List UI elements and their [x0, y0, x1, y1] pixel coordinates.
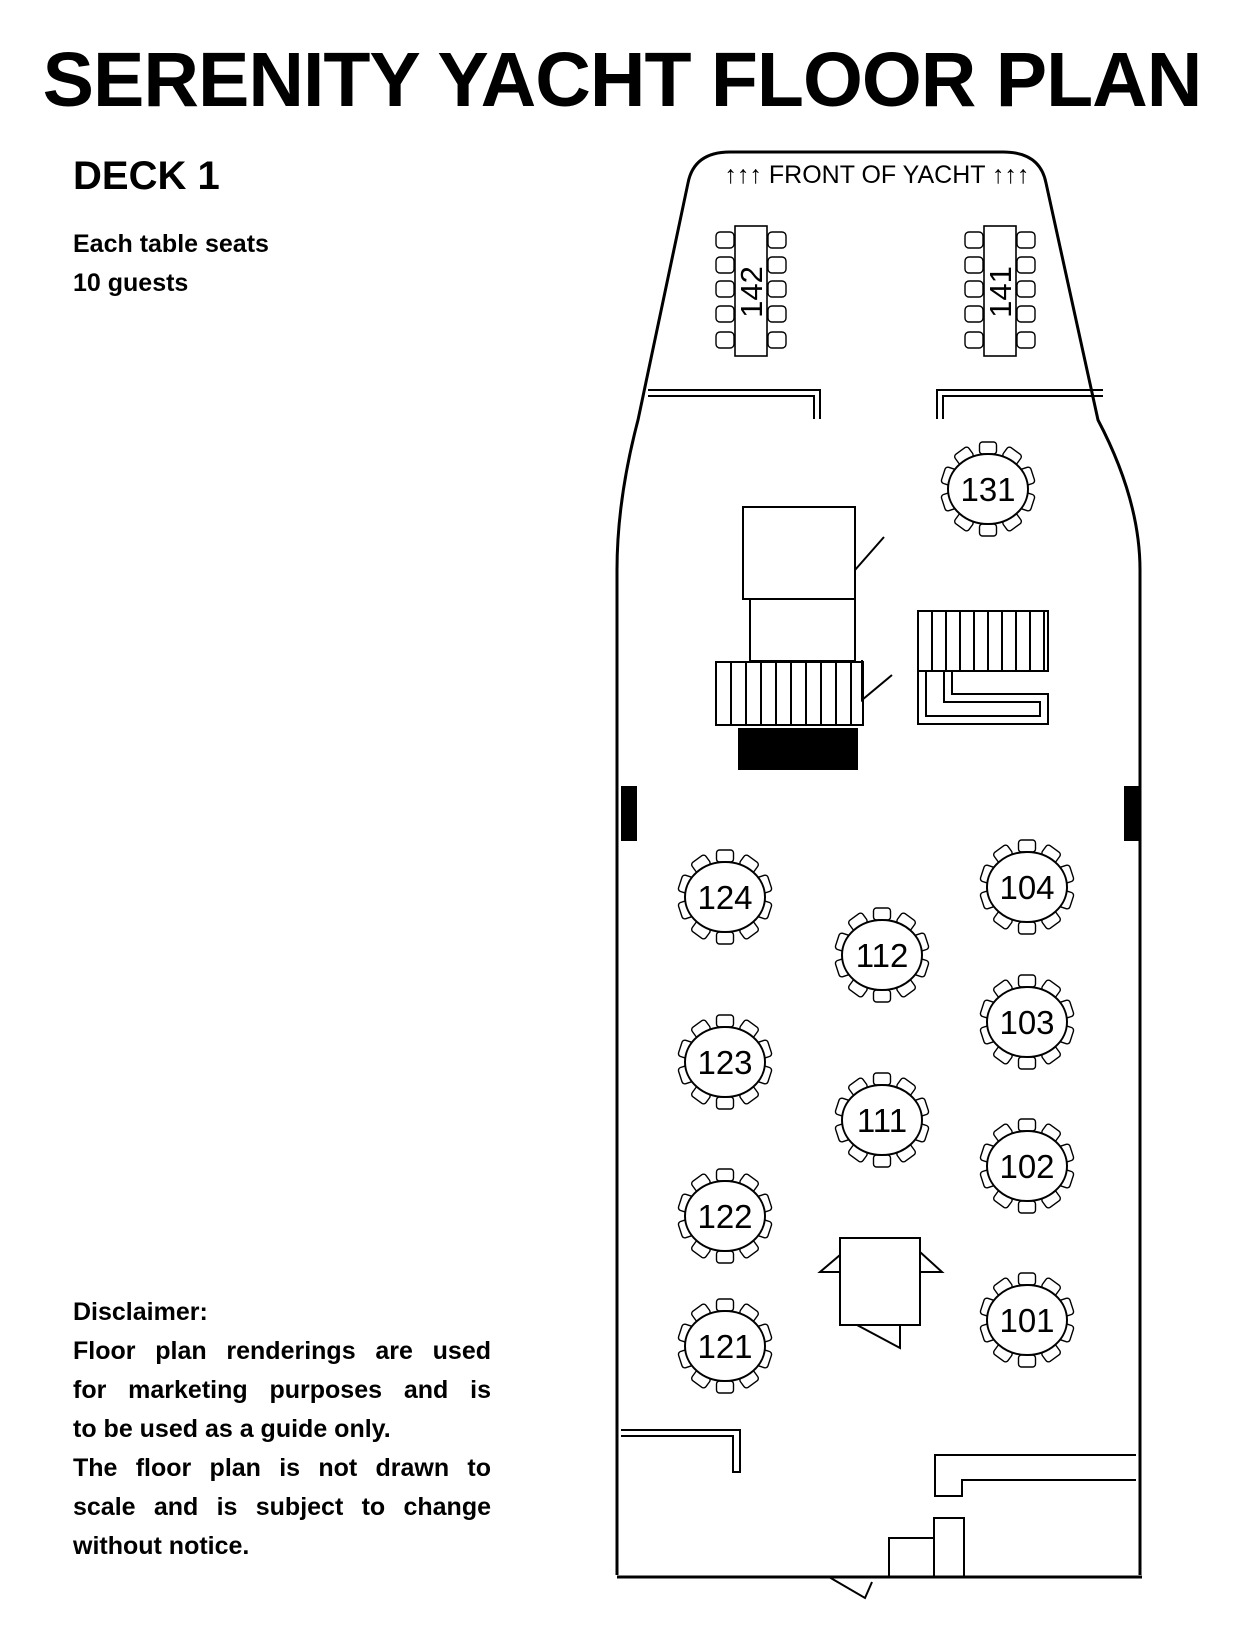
staircase	[918, 611, 1048, 671]
table-number: 103	[999, 1004, 1055, 1041]
disclaimer-line: without notice.	[73, 1532, 250, 1560]
chair	[874, 1073, 891, 1085]
chair	[717, 1169, 734, 1181]
long-table-142	[716, 226, 786, 356]
side-door	[1124, 786, 1140, 841]
round-table-111	[835, 1073, 930, 1167]
round-table-122	[678, 1169, 773, 1263]
partition-right	[937, 390, 1103, 419]
partition-stern-right	[935, 1455, 1136, 1496]
staircase	[716, 662, 863, 725]
chair	[717, 932, 734, 944]
chair	[717, 1251, 734, 1263]
seating-note-line: 10 guests	[73, 269, 189, 297]
round-table-124	[678, 850, 773, 944]
table-number: 104	[999, 869, 1055, 906]
chair	[965, 232, 983, 248]
chair	[716, 306, 734, 322]
disclaimer-heading: Disclaimer:	[73, 1298, 208, 1326]
chair	[768, 257, 786, 273]
chair	[716, 332, 734, 348]
table-number: 142	[734, 266, 769, 318]
table-number: 102	[999, 1148, 1055, 1185]
table-number: 121	[697, 1328, 753, 1365]
chair	[965, 257, 983, 273]
chair	[874, 1155, 891, 1167]
stair-steps	[932, 611, 1044, 671]
chair	[768, 281, 786, 297]
disclaimer-line: for marketing purposes and is	[73, 1376, 491, 1404]
chair	[874, 990, 891, 1002]
table-number: 101	[999, 1302, 1055, 1339]
table-number: 123	[697, 1044, 753, 1081]
disclaimer-line: to be used as a guide only.	[73, 1415, 391, 1443]
side-door	[621, 786, 637, 841]
disclaimer-line: Floor plan renderings are used	[73, 1337, 491, 1365]
room	[840, 1238, 920, 1325]
table-number: 131	[960, 471, 1016, 508]
deck-label: DECK 1	[73, 154, 220, 198]
table-number: 124	[697, 879, 753, 916]
chair	[1019, 1057, 1036, 1069]
door-swing	[855, 532, 884, 570]
chair	[965, 281, 983, 297]
page-title: SERENITY YACHT FLOOR PLAN	[42, 37, 1202, 123]
door-swing	[857, 1325, 900, 1348]
door-swing	[820, 1255, 840, 1272]
chair	[1017, 306, 1035, 322]
step	[889, 1538, 934, 1577]
chair	[717, 1381, 734, 1393]
chair	[717, 850, 734, 862]
table-number: 112	[855, 937, 909, 974]
round-table-103	[980, 975, 1075, 1069]
door-swing	[829, 1577, 872, 1598]
table-number: 122	[697, 1198, 753, 1235]
chair	[1019, 975, 1036, 987]
chair	[716, 281, 734, 297]
chair	[768, 332, 786, 348]
bar-counter	[918, 671, 1048, 724]
chair	[1019, 840, 1036, 852]
chair	[1019, 1201, 1036, 1213]
door-swing	[920, 1252, 942, 1272]
stair-steps	[731, 662, 851, 725]
round-table-123	[678, 1015, 773, 1109]
chair	[1017, 232, 1035, 248]
chair	[717, 1015, 734, 1027]
long-tables	[716, 226, 1035, 356]
partition-stern-left	[621, 1430, 740, 1472]
chair	[874, 908, 891, 920]
chair	[1019, 1273, 1036, 1285]
chair	[980, 442, 997, 454]
door-swing	[862, 660, 892, 700]
round-tables	[678, 442, 1075, 1393]
counter	[738, 728, 858, 770]
chair	[980, 524, 997, 536]
chair	[1017, 281, 1035, 297]
step	[934, 1518, 964, 1577]
chair	[1017, 257, 1035, 273]
round-table-131	[941, 442, 1036, 536]
room	[750, 599, 855, 661]
round-table-112	[835, 908, 930, 1002]
round-table-101	[980, 1273, 1075, 1367]
long-table-141	[965, 226, 1035, 356]
chair	[965, 332, 983, 348]
table-number: 111	[856, 1102, 908, 1139]
table-number: 141	[983, 266, 1018, 318]
disclaimer-line: scale and is subject to change	[73, 1493, 491, 1521]
chair	[716, 232, 734, 248]
chair	[768, 306, 786, 322]
round-table-104	[980, 840, 1075, 934]
chair	[1017, 332, 1035, 348]
chair	[1019, 922, 1036, 934]
chair	[716, 257, 734, 273]
chair	[1019, 1119, 1036, 1131]
round-table-102	[980, 1119, 1075, 1213]
partition-left	[648, 390, 820, 419]
disclaimer-line: The floor plan is not drawn to	[73, 1454, 491, 1482]
seating-note-line: Each table seats	[73, 230, 269, 258]
chair	[717, 1299, 734, 1311]
front-of-yacht-label: ↑↑↑ FRONT OF YACHT ↑↑↑	[724, 161, 1030, 189]
chair	[717, 1097, 734, 1109]
chair	[768, 232, 786, 248]
room	[743, 507, 855, 599]
chair	[965, 306, 983, 322]
chair	[1019, 1355, 1036, 1367]
round-table-121	[678, 1299, 773, 1393]
